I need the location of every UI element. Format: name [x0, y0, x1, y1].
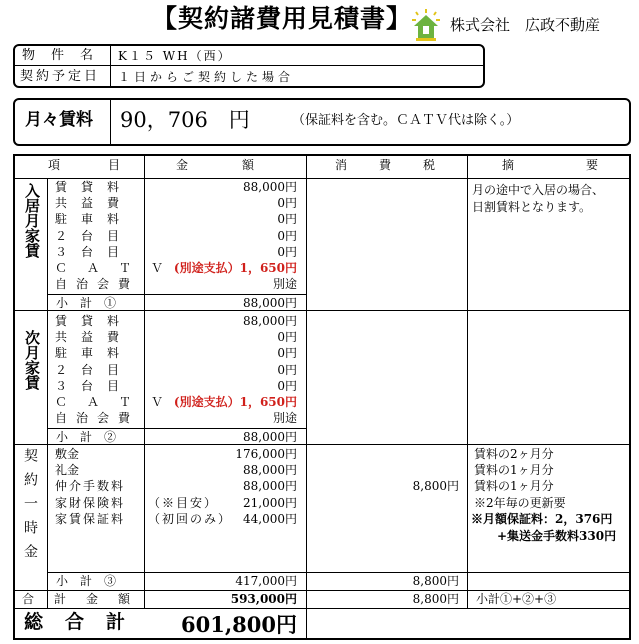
next_month-amount-5: (別途支払）1，650円 [173, 395, 297, 409]
next_month-amount-2: 0円 [277, 346, 297, 361]
contract-subtotal-tax: 8,800円 [412, 574, 459, 588]
move_in-amount-2: 0円 [277, 212, 297, 227]
contract-item-2: 仲介手数料 [55, 479, 126, 494]
next_month-item-1: 共益費 [55, 330, 134, 345]
move_in-item-6: 自治会費 [55, 277, 140, 292]
contract-note-1: 賃料の1ヶ月分 [474, 463, 554, 478]
move_in-item-4: ３台目 [55, 244, 134, 259]
total-tax: 8,800円 [412, 592, 459, 606]
next-month-subtotal: 88,000円 [243, 430, 297, 444]
contract-subtotal: 417,000円 [235, 574, 297, 588]
header-amount: 金 額 [176, 158, 265, 172]
next-month-subtotal-label: 小 計 ② [56, 430, 117, 444]
next_month-amount-6: 別途 [272, 411, 297, 426]
contract-amount-4: 44,000円 [243, 511, 297, 526]
contract-extra-3: （※目安） [148, 495, 219, 510]
contract-tax-2: 8,800円 [412, 479, 459, 494]
move_in-amount-0: 88,000円 [243, 180, 297, 194]
contract-item-4: 家賃保証料 [55, 511, 126, 526]
next_month-item-2: 駐車料 [55, 346, 134, 361]
next_month-amount-4: 0円 [277, 378, 297, 393]
move_in-item-5: ＣＡＴＶ [55, 261, 184, 275]
contract-date-value: １日からご契約した場合 [118, 70, 295, 84]
total-note: 小計①+②+③ [476, 592, 557, 606]
contract-extra-4: （初回のみ） [148, 511, 233, 526]
move_in-item-2: 駐車料 [55, 212, 134, 227]
contract-date-label: 契約予定日 [20, 69, 101, 84]
next_month-amount-3: 0円 [277, 362, 297, 377]
move-in-subtotal: 88,000円 [243, 296, 297, 310]
total-amount: 593,000円 [230, 592, 297, 606]
grand-total-label: 総合計 [24, 611, 148, 633]
contract-amount-2: 88,000円 [243, 479, 297, 494]
document-title: 【契約諸費用見積書】 [152, 4, 413, 33]
guarantee-note-2: +集送金手数料330円 [497, 529, 617, 543]
move_in-item-0: 賃貸料 [55, 180, 134, 194]
company-logo [410, 8, 442, 42]
monthly-rent-amount: 90，706 円 [120, 108, 250, 132]
move_in-amount-1: 0円 [277, 196, 297, 211]
next_month-item-5: ＣＡＴＶ [55, 395, 184, 409]
move_in-item-3: ２台目 [55, 228, 134, 243]
contract-subtotal-label: 小 計 ③ [56, 574, 117, 588]
monthly-rent-note: （保証料を含む。ＣＡＴＶ代は除く。） [292, 113, 520, 128]
group-label-next-month: 次月家賃 [23, 330, 41, 390]
next_month-item-0: 賃貸料 [55, 314, 134, 328]
property-value: K１５ WH（西） [118, 49, 232, 63]
move_in-amount-3: 0円 [277, 228, 297, 243]
move-in-note: 月の途中で入居の場合、 日割賃料となります。 [472, 183, 605, 214]
next_month-item-6: 自治会費 [55, 411, 140, 426]
header-item: 項 目 [48, 158, 139, 172]
contract-item-3: 家財保険料 [55, 495, 126, 510]
contract-item-1: 礼金 [55, 463, 80, 478]
contract-amount-1: 88,000円 [243, 463, 297, 478]
move-in-subtotal-label: 小 計 ① [56, 296, 117, 310]
contract-item-0: 敷金 [55, 447, 80, 461]
contract-amount-0: 176,000円 [235, 447, 297, 461]
contract-amount-3: 21,000円 [243, 495, 297, 510]
move_in-amount-4: 0円 [277, 244, 297, 259]
company-name: 株式会社 広政不動産 [450, 16, 601, 34]
next_month-amount-1: 0円 [277, 330, 297, 345]
guarantee-note-1: ※月額保証料：2，376円 [471, 512, 613, 526]
group-label-contract: 契約一時金 [22, 448, 38, 568]
contract-note-3: ※2年毎の更新要 [474, 495, 566, 510]
next_month-amount-0: 88,000円 [243, 314, 297, 328]
next_month-item-3: ２台目 [55, 362, 134, 377]
header-tax: 消 費 税 [335, 158, 446, 172]
grand-total-amount: 601,800円 [181, 612, 297, 637]
move_in-amount-6: 別途 [272, 277, 297, 292]
next_month-item-4: ３台目 [55, 378, 134, 393]
group-label-move-in: 入居月家賃 [23, 183, 41, 258]
move_in-amount-5: (別途支払）1，650円 [173, 261, 297, 275]
monthly-rent-label: 月々賃料 [25, 110, 93, 130]
property-label: 物件名 [22, 48, 110, 63]
contract-note-2: 賃料の1ヶ月分 [474, 479, 554, 494]
move_in-item-1: 共益費 [55, 196, 134, 211]
total-label: 合計金額 [22, 592, 151, 606]
contract-note-0: 賃料の2ヶ月分 [474, 447, 554, 461]
header-note: 摘 要 [502, 158, 615, 172]
